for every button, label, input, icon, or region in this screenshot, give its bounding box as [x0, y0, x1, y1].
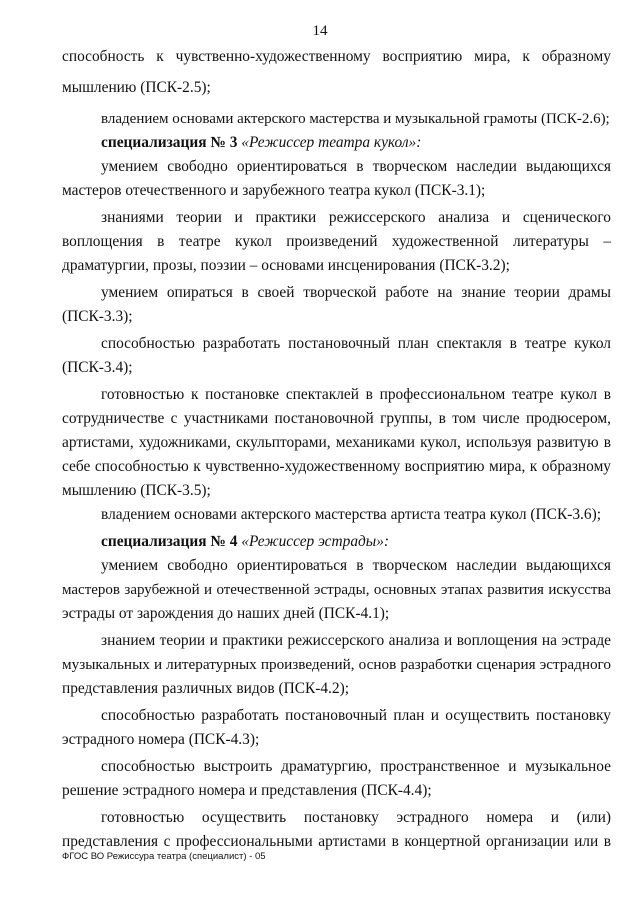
text-line: (ПСК-3.4); — [62, 359, 133, 376]
specialization-heading — [101, 133, 611, 153]
text-line: знаниями теории и практики режиссерского анализа и сценического — [101, 209, 611, 226]
text-line: знанием теории и практики режиссерского анализа и воплощения на эстраде — [101, 632, 611, 649]
text-line: (ПСК-3.3); — [62, 308, 133, 325]
specialization-number: специализация № 3 — [101, 134, 238, 151]
text-line: сотрудничестве с участниками постановочной группы, в том числе продюсером, — [62, 410, 611, 427]
text-line: владением основами актерского мастерства и музыкальной грамоты (ПСК-2.6); — [101, 111, 610, 127]
text-line: способностью разработать постановочный план и осуществить постановку — [101, 707, 611, 724]
text-line: представления с профессиональными артистами в концертной организации или в — [62, 833, 611, 850]
text-line: владением основами актерского мастерства артиста театра кукол (ПСК-3.6); — [101, 506, 601, 523]
text-line: воплощения в театре кукол произведений художественной литературы – — [62, 233, 611, 250]
text-line: готовностью осуществить постановку эстрадного номера и (или) — [101, 809, 611, 826]
specialization-title: «Режиссер театра кукол»: — [241, 134, 422, 151]
text-line: драматургии, прозы, поэзии – основами инсценирования (ПСК-3.2); — [62, 257, 510, 274]
text-line: способность к чувственно-художественному восприятию мира, к образному — [62, 48, 611, 65]
text-line: мастеров отечественного и зарубежного театра кукол (ПСК-3.1); — [62, 182, 486, 199]
text-line: способностью выстроить драматургию, пространственное и музыкальное — [101, 758, 611, 775]
text-line: эстрадного номера (ПСК-4.3); — [62, 731, 260, 748]
specialization-number: специализация № 4 — [101, 533, 238, 550]
specialization-heading — [101, 532, 611, 552]
specialization-title: «Режиссер эстрады»: — [241, 533, 390, 550]
text-line: эстрады от зарождения до наших дней (ПСК-4.1); — [62, 605, 390, 622]
text-line: представления различных видов (ПСК-4.2); — [62, 680, 350, 697]
text-line: способностью разработать постановочный план спектакля в театре кукол — [101, 335, 611, 352]
text-line: умением опираться в своей творческой работе на знание теории драмы — [101, 284, 611, 301]
text-line: мышлению (ПСК-2.5); — [62, 79, 211, 96]
text-line: мастеров зарубежной и отечественной эстрады, основных этапах развития искусства — [62, 582, 611, 598]
page-footer: ФГОС ВО Режиссура театра (специалист) - 05 — [62, 851, 266, 862]
text-line: готовностью к постановке спектаклей в профессиональном театре кукол в — [101, 386, 611, 403]
text-line: решение эстрадного номера и представления (ПСК-4.4); — [62, 782, 432, 799]
text-line: музыкальных и литературных произведений, основ разработки сценария эстрадного — [62, 656, 611, 673]
text-line: умением свободно ориентироваться в творческом наследии выдающихся — [101, 158, 611, 175]
text-line: себе способностью к чувственно-художественному восприятию мира, к образному — [62, 458, 611, 475]
text-line: артистами, художниками, скульпторами, механиками кукол, используя развитую в — [62, 434, 611, 451]
page-number: 14 — [312, 23, 328, 39]
text-line: умением свободно ориентироваться в творческом наследии выдающихся — [101, 557, 611, 574]
text-line: мышлению (ПСК-3.5); — [62, 482, 211, 499]
